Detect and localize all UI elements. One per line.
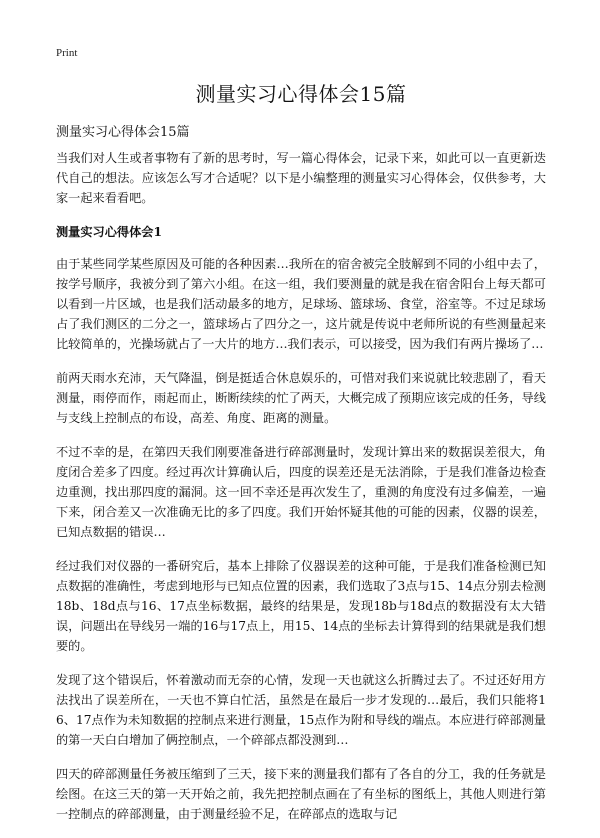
page-title: 测量实习心得体会15篇	[195, 82, 407, 106]
body-paragraph: 前两天雨水充沛，天气降温，倒是挺适合休息娱乐的，可惜对我们来说就比较悲剧了，看天测量，雨停而作，雨起而止，断断续续的忙了两天，大概完成了预期应该完成的任务，导线与支线上控制点的布设，高差、角度、距离的测量。	[56, 371, 546, 425]
document-subtitle: 测量实习心得体会15篇	[56, 125, 190, 140]
body-paragraph: 由于某些同学某些原因及可能的各种因素…我所在的宿舍被完全肢解到不同的小组中去了，按学号顺序，我被分到了第六小组。在这一组，我们要测量的就是我在宿舍阳台上每天都可以看到一片区域，也是我们活动最多的地方，足球场、篮球场、食堂，浴室等。不过足球场占了我们测区的二分之一，篮球场占了四分之一，这片就是传说中老师所说的有些测量起来比较简单的，光操场就占了一大片的地方…我们表示，可以接受，因为我们有两片操场了…	[56, 257, 546, 351]
body-paragraph: 经过我们对仪器的一番研究后，基本上排除了仪器误差的这种可能，于是我们准备检测已知点数据的准确性，考虑到地形与已知点位置的因素，我们选取了3点与15、14点分别去检测18b、18d点与16、17点坐标数据，最终的结果是，发现18b与18d点的数据没有太大错误，问题出在导线另一端的16与17点上，用15、14点的坐标去计算得到的结果就是我们想要的。	[56, 559, 546, 653]
intro-paragraph: 当我们对人生或者事物有了新的思考时，写一篇心得体会，记录下来，如此可以一直更新迭代自己的想法。应该怎么写才合适呢？以下是小编整理的测量实习心得体会，仅供参考，大家一起来看看吧。	[56, 151, 546, 205]
body-paragraph: 不过不幸的是，在第四天我们刚要准备进行碎部测量时，发现计算出来的数据误差很大，角度闭合差多了四度。经过再次计算确认后，四度的误差还是无法消除，于是我们准备边检查边重测，找出那四度的漏洞。这一回不幸还是再次发生了，重测的角度没有过多偏差，一遍下来，闭合差又一次准确无比的多了四度。我们开始怀疑其他的可能的因素，仪器的误差，已知点数据的错误…	[56, 445, 546, 539]
body-paragraph: 四天的碎部测量任务被压缩到了三天，接下来的测量我们都有了各自的分工，我的任务就是绘图。在这三天的第一天开始之前，我先把控制点画在了有坐标的图纸上，其他人则进行第一控制点的碎部测量，由于测量经验不足，在碎部点的选取与记	[56, 767, 546, 821]
body-paragraph: 发现了这个错误后，怀着激动而无奈的心情，发现一天也就这么折腾过去了。不过还好用方法找出了误差所在，一天也不算白忙活，虽然是在最后一步才发现的…最后，我们只能将16、17点作为未知数据的控制点来进行测量，15点作为附和导线的端点。本应进行碎部测量的第一天白白增加了俩控制点，一个碎部点都没测到…	[56, 673, 546, 747]
print-link[interactable]: Print	[56, 47, 78, 59]
document-body	[56, 148, 546, 838]
section-heading: 测量实习心得体会1	[56, 225, 162, 239]
